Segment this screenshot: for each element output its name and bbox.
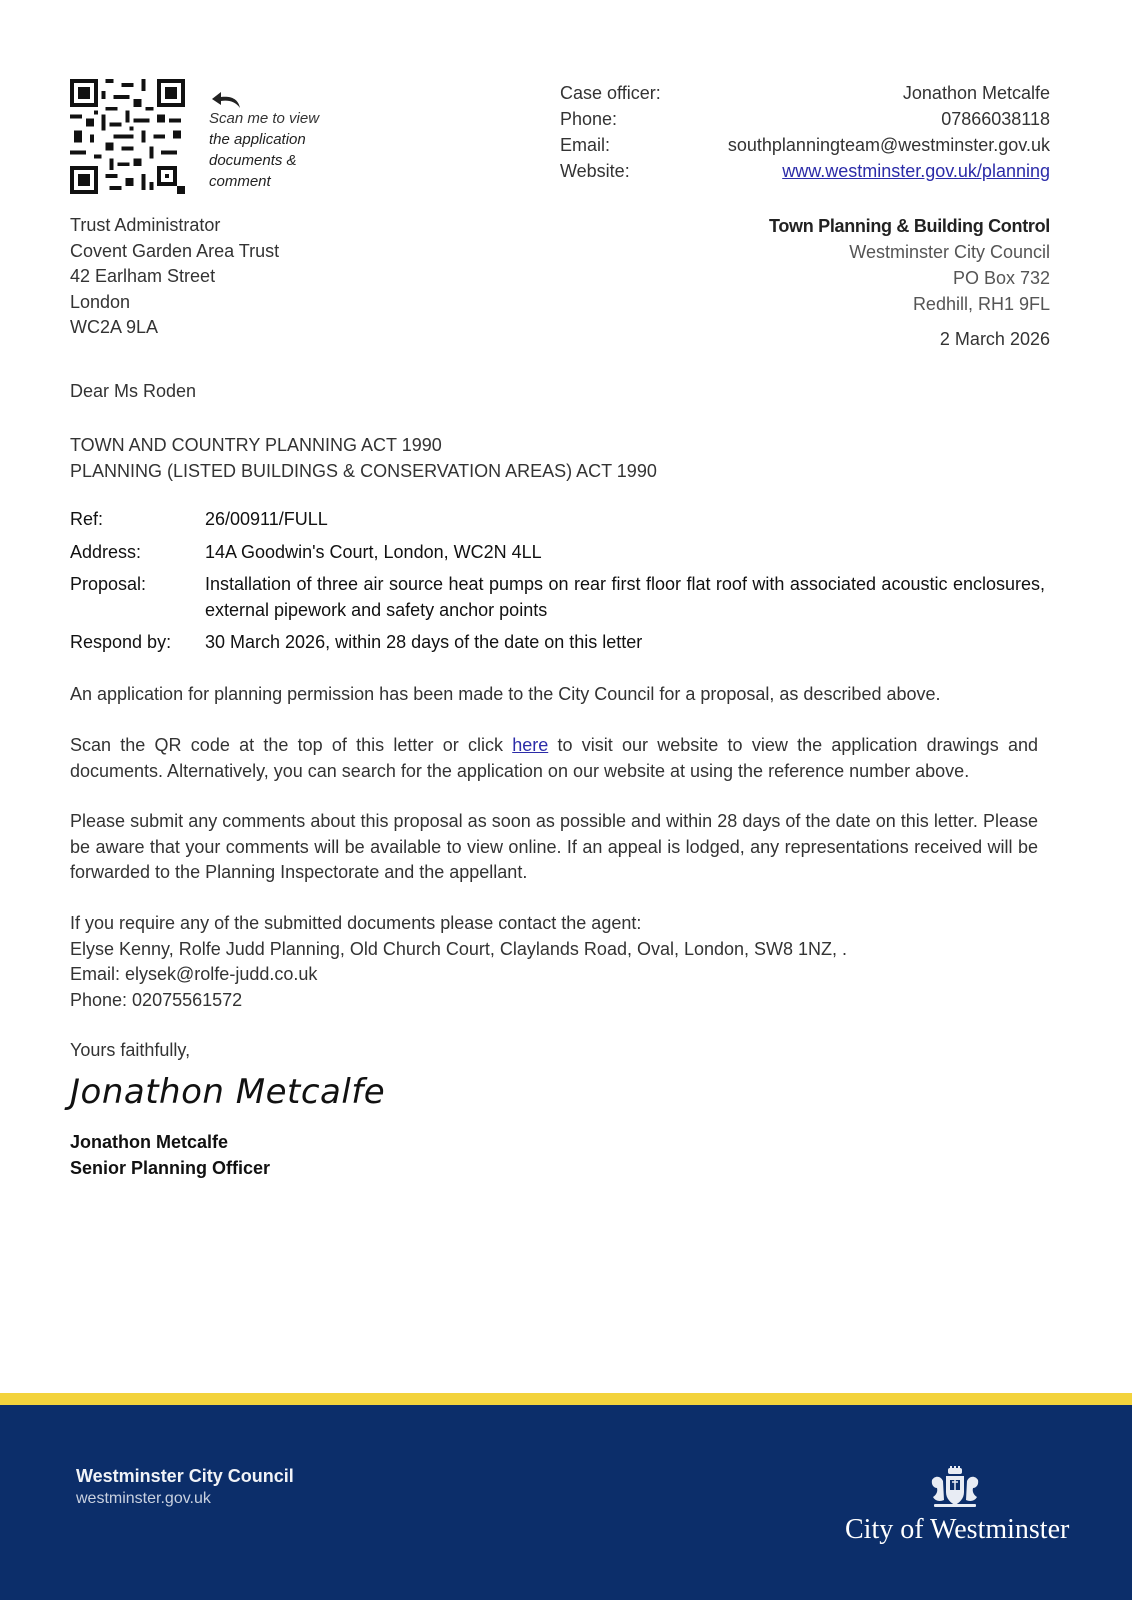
case-officer-value: Jonathon Metcalfe: [902, 83, 1050, 103]
footer-council-name: Westminster City Council: [76, 1466, 294, 1486]
respond-row: [70, 630, 1045, 656]
recipient-line: London: [70, 291, 131, 312]
signer-block: [70, 1129, 270, 1181]
address-value: 14A Goodwin's Court, London, WC2N 4LL: [205, 541, 542, 562]
qr-code[interactable]: [70, 79, 185, 194]
qr-caption-line: documents &: [209, 152, 297, 169]
recipient-line: WC2A 9LA: [70, 317, 159, 337]
legislation-heading: [70, 432, 657, 484]
curved-arrow-icon: [210, 90, 242, 110]
paragraph-qr: [70, 733, 1038, 784]
proposal-row: [70, 572, 1045, 623]
recipient-line: 42 Earlham Street: [70, 266, 216, 286]
qr-caption-line: comment: [209, 173, 271, 190]
email-label: Email:: [560, 135, 611, 155]
act-line: PLANNING (LISTED BUILDINGS & CONSERVATION AREAS) ACT 1990: [70, 461, 657, 481]
council-address: [769, 213, 1050, 317]
council-town: Redhill, RH1 9FL: [912, 294, 1050, 314]
recipient-line: Covent Garden Area Trust: [70, 240, 280, 261]
application-details: [70, 507, 1045, 663]
case-officer-row: [560, 80, 1050, 106]
paragraph-qr-after: to visit our website to view the application drawings and documents. Alternatively, you can search for the application on our website at using the reference number above.: [70, 735, 1038, 781]
recipient-line: Trust Administrator: [70, 215, 221, 235]
address-row: [70, 540, 1045, 566]
signer-name: Jonathon Metcalfe: [70, 1132, 229, 1152]
qr-caption-line: the application: [209, 131, 306, 148]
phone-label: Phone:: [560, 109, 618, 129]
respond-value: 30 March 2026, within 28 days of the date on this letter: [205, 632, 643, 652]
signature: Jonathon Metcalfe: [70, 1072, 386, 1112]
website-row: [560, 158, 1050, 184]
case-officer-label: Case officer:: [560, 83, 661, 103]
department-name: Town Planning & Building Control: [768, 216, 1050, 236]
respond-label: Respond by:: [70, 632, 172, 652]
qr-caption-line: Scan me to view: [209, 110, 320, 127]
city-of-westminster-logo: City of Westminster: [845, 1514, 1070, 1545]
email-row: [560, 132, 1050, 158]
website-label: Website:: [560, 161, 630, 181]
footer-stripe: [0, 1393, 1132, 1405]
phone-value: 07866038118: [941, 109, 1050, 129]
footer-website: westminster.gov.uk: [76, 1490, 211, 1507]
agent-line: If you require any of the submitted documents please contact the agent:: [70, 913, 642, 933]
paragraph-comments: Please submit any comments about this proposal as soon as possible and within 28 days of the date on this letter. Please be aware that your comments will be available to view online. If an appeal is lodged, any representations received will be forwarded to the Planning Inspectorate and the appellant.: [70, 811, 1038, 882]
here-link[interactable]: here: [512, 735, 549, 755]
qr-caption: [209, 108, 349, 192]
paragraph-qr-before: Scan the QR code at the top of this letter or click: [70, 735, 513, 755]
website-link[interactable]: www.westminster.gov.uk/planning: [782, 161, 1050, 181]
letter-date: 2 March 2026: [939, 329, 1050, 349]
proposal-label: Proposal:: [70, 574, 147, 594]
contact-block: [560, 80, 1050, 184]
ref-label: Ref:: [70, 509, 104, 529]
council-name: Westminster City Council: [849, 242, 1050, 262]
ref-value: 26/00911/FULL: [205, 509, 328, 529]
signer-title: Senior Planning Officer: [70, 1158, 271, 1178]
crest-icon: [926, 1466, 984, 1508]
council-po-box: PO Box 732: [952, 268, 1050, 288]
paragraph-intro: An application for planning permission has been made to the City Council for a proposal, as described above.: [70, 684, 941, 704]
address-label: Address:: [70, 541, 142, 562]
agent-line: Elyse Kenny, Rolfe Judd Planning, Old Church Court, Claylands Road, Oval, London, SW8 1NZ, .: [70, 938, 848, 959]
paragraph-agent: [70, 911, 1038, 1013]
proposal-value: Installation of three air source heat pumps on rear first floor flat roof with associated acoustic enclosures, external pipework and safety anchor points: [205, 574, 1045, 620]
agent-line: Phone: 02075561572: [70, 989, 243, 1010]
phone-row: [560, 106, 1050, 132]
recipient-address: [70, 213, 279, 341]
ref-row: [70, 507, 1045, 533]
agent-line: Email: elysek@rolfe-judd.co.uk: [70, 964, 318, 984]
act-line: TOWN AND COUNTRY PLANNING ACT 1990: [70, 435, 442, 455]
closing: Yours faithfully,: [70, 1040, 191, 1060]
salutation: Dear Ms Roden: [70, 381, 197, 401]
email-value: southplanningteam@westminster.gov.uk: [727, 135, 1050, 155]
